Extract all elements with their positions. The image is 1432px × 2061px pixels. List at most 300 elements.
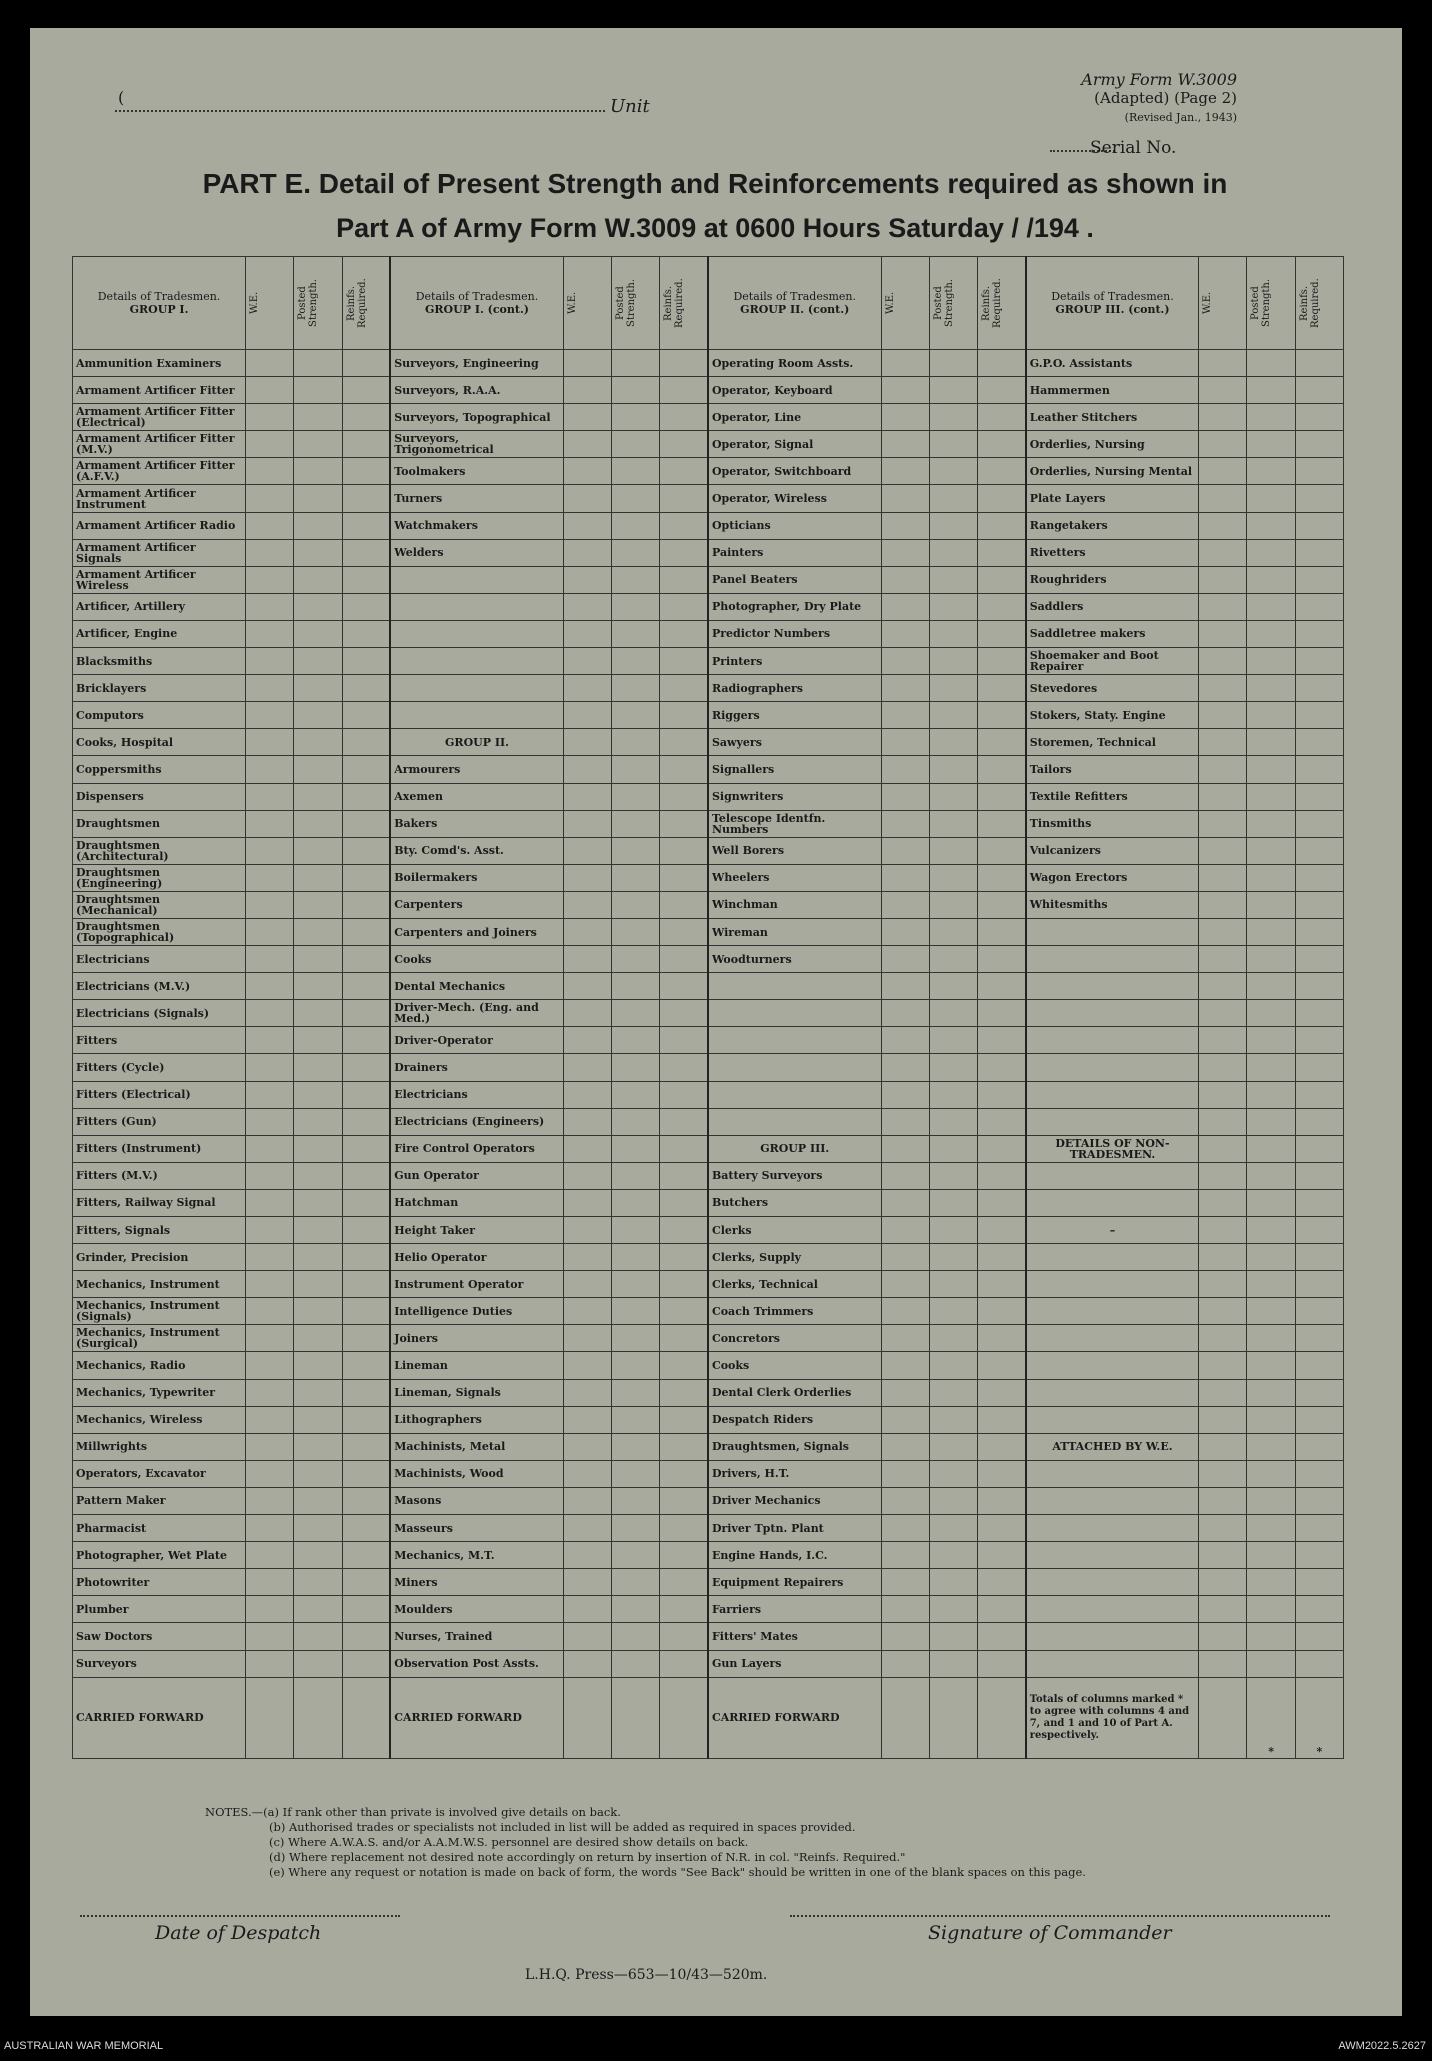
entry-cell[interactable] [246, 918, 294, 945]
entry-cell[interactable] [342, 1271, 390, 1298]
entry-cell[interactable] [563, 1623, 611, 1650]
entry-cell[interactable] [294, 1027, 342, 1054]
entry-cell[interactable] [660, 1027, 708, 1054]
entry-cell[interactable] [881, 620, 929, 647]
entry-cell[interactable] [294, 1433, 342, 1460]
entry-cell[interactable] [612, 1027, 660, 1054]
entry-cell[interactable] [342, 1515, 390, 1542]
entry-cell[interactable] [977, 891, 1025, 918]
entry-cell[interactable] [929, 973, 977, 1000]
entry-cell[interactable] [1295, 1244, 1343, 1271]
entry-cell[interactable] [929, 702, 977, 729]
entry-cell[interactable] [660, 1298, 708, 1325]
entry-cell[interactable] [342, 1054, 390, 1081]
entry-cell[interactable] [612, 1162, 660, 1189]
entry-cell[interactable] [1295, 377, 1343, 404]
entry-cell[interactable] [1199, 1108, 1247, 1135]
entry-cell[interactable] [1199, 1054, 1247, 1081]
entry-cell[interactable] [929, 1108, 977, 1135]
entry-cell[interactable] [563, 1379, 611, 1406]
entry-cell[interactable] [246, 620, 294, 647]
entry-cell[interactable] [246, 458, 294, 485]
entry-cell[interactable] [294, 431, 342, 458]
entry-cell[interactable] [1247, 891, 1295, 918]
entry-cell[interactable] [342, 1487, 390, 1514]
entry-cell[interactable] [660, 485, 708, 512]
entry-cell[interactable] [294, 539, 342, 566]
entry-cell[interactable] [977, 675, 1025, 702]
carried-forward-cell[interactable] [612, 1677, 660, 1758]
entry-cell[interactable] [1247, 1108, 1295, 1135]
entry-cell[interactable] [612, 1325, 660, 1352]
entry-cell[interactable] [1199, 1298, 1247, 1325]
entry-cell[interactable] [612, 702, 660, 729]
entry-cell[interactable] [294, 1000, 342, 1027]
entry-cell[interactable] [929, 1623, 977, 1650]
entry-cell[interactable] [929, 729, 977, 756]
entry-cell[interactable] [881, 783, 929, 810]
entry-cell[interactable] [977, 1027, 1025, 1054]
entry-cell[interactable] [246, 973, 294, 1000]
entry-cell[interactable] [294, 1325, 342, 1352]
entry-cell[interactable] [977, 918, 1025, 945]
entry-cell[interactable] [294, 350, 342, 377]
entry-cell[interactable] [929, 1352, 977, 1379]
entry-cell[interactable] [563, 756, 611, 783]
entry-cell[interactable] [881, 864, 929, 891]
entry-cell[interactable] [1295, 1000, 1343, 1027]
entry-cell[interactable] [563, 593, 611, 620]
entry-cell[interactable] [977, 1352, 1025, 1379]
entry-cell[interactable] [563, 864, 611, 891]
entry-cell[interactable] [977, 837, 1025, 864]
entry-cell[interactable] [881, 1108, 929, 1135]
entry-cell[interactable] [660, 539, 708, 566]
carried-forward-cell[interactable] [246, 1677, 294, 1758]
entry-cell[interactable] [660, 1271, 708, 1298]
entry-cell[interactable] [881, 1135, 929, 1162]
entry-cell[interactable] [1199, 1325, 1247, 1352]
entry-cell[interactable] [246, 566, 294, 593]
entry-cell[interactable] [612, 1000, 660, 1027]
entry-cell[interactable] [1295, 1135, 1343, 1162]
entry-cell[interactable] [1295, 1271, 1343, 1298]
entry-cell[interactable] [294, 1569, 342, 1596]
entry-cell[interactable] [1247, 1596, 1295, 1623]
entry-cell[interactable] [563, 350, 611, 377]
entry-cell[interactable] [246, 946, 294, 973]
entry-cell[interactable] [246, 1108, 294, 1135]
entry-cell[interactable] [660, 810, 708, 837]
entry-cell[interactable] [612, 566, 660, 593]
entry-cell[interactable] [881, 1027, 929, 1054]
entry-cell[interactable] [881, 891, 929, 918]
entry-cell[interactable] [1199, 1027, 1247, 1054]
entry-cell[interactable] [612, 946, 660, 973]
entry-cell[interactable] [660, 1433, 708, 1460]
entry-cell[interactable] [977, 1379, 1025, 1406]
entry-cell[interactable] [660, 756, 708, 783]
entry-cell[interactable] [1295, 620, 1343, 647]
entry-cell[interactable] [1247, 458, 1295, 485]
entry-cell[interactable] [881, 810, 929, 837]
entry-cell[interactable] [881, 1460, 929, 1487]
entry-cell[interactable] [929, 566, 977, 593]
entry-cell[interactable] [246, 404, 294, 431]
entry-cell[interactable] [246, 1487, 294, 1514]
entry-cell[interactable] [563, 377, 611, 404]
entry-cell[interactable] [246, 729, 294, 756]
entry-cell[interactable] [977, 620, 1025, 647]
entry-cell[interactable] [612, 458, 660, 485]
entry-cell[interactable] [342, 566, 390, 593]
entry-cell[interactable] [1295, 1433, 1343, 1460]
entry-cell[interactable] [294, 702, 342, 729]
entry-cell[interactable] [342, 431, 390, 458]
entry-cell[interactable] [294, 973, 342, 1000]
entry-cell[interactable] [929, 512, 977, 539]
entry-cell[interactable] [881, 1244, 929, 1271]
entry-cell[interactable] [246, 1189, 294, 1216]
entry-cell[interactable] [1199, 918, 1247, 945]
entry-cell[interactable] [294, 783, 342, 810]
entry-cell[interactable] [342, 350, 390, 377]
entry-cell[interactable] [929, 1596, 977, 1623]
entry-cell[interactable] [246, 891, 294, 918]
entry-cell[interactable] [929, 864, 977, 891]
entry-cell[interactable] [1199, 593, 1247, 620]
entry-cell[interactable] [1247, 1515, 1295, 1542]
entry-cell[interactable] [342, 404, 390, 431]
entry-cell[interactable] [342, 1569, 390, 1596]
entry-cell[interactable] [342, 702, 390, 729]
entry-cell[interactable] [977, 810, 1025, 837]
entry-cell[interactable] [342, 1352, 390, 1379]
entry-cell[interactable] [660, 1054, 708, 1081]
entry-cell[interactable] [1247, 918, 1295, 945]
entry-cell[interactable] [1199, 756, 1247, 783]
entry-cell[interactable] [929, 1487, 977, 1514]
entry-cell[interactable] [929, 593, 977, 620]
entry-cell[interactable] [1247, 1352, 1295, 1379]
entry-cell[interactable] [660, 1162, 708, 1189]
entry-cell[interactable] [1199, 1487, 1247, 1514]
entry-cell[interactable] [929, 1135, 977, 1162]
entry-cell[interactable] [612, 1460, 660, 1487]
entry-cell[interactable] [294, 675, 342, 702]
entry-cell[interactable] [246, 702, 294, 729]
entry-cell[interactable] [342, 593, 390, 620]
entry-cell[interactable] [612, 1271, 660, 1298]
entry-cell[interactable] [660, 431, 708, 458]
entry-cell[interactable] [1247, 973, 1295, 1000]
entry-cell[interactable] [246, 756, 294, 783]
entry-cell[interactable] [342, 1000, 390, 1027]
entry-cell[interactable] [342, 1027, 390, 1054]
entry-cell[interactable] [881, 1054, 929, 1081]
entry-cell[interactable] [1295, 1542, 1343, 1569]
entry-cell[interactable] [1247, 1081, 1295, 1108]
entry-cell[interactable] [660, 404, 708, 431]
entry-cell[interactable] [660, 1569, 708, 1596]
entry-cell[interactable] [294, 1650, 342, 1677]
entry-cell[interactable] [977, 404, 1025, 431]
entry-cell[interactable] [294, 512, 342, 539]
entry-cell[interactable] [563, 620, 611, 647]
entry-cell[interactable] [660, 1217, 708, 1244]
entry-cell[interactable] [342, 783, 390, 810]
entry-cell[interactable] [342, 1298, 390, 1325]
entry-cell[interactable] [612, 1515, 660, 1542]
entry-cell[interactable] [294, 1162, 342, 1189]
entry-cell[interactable] [246, 1054, 294, 1081]
entry-cell[interactable] [563, 1433, 611, 1460]
entry-cell[interactable] [342, 973, 390, 1000]
entry-cell[interactable] [1295, 350, 1343, 377]
entry-cell[interactable] [1295, 648, 1343, 675]
entry-cell[interactable] [563, 1217, 611, 1244]
entry-cell[interactable] [1295, 431, 1343, 458]
entry-cell[interactable] [294, 864, 342, 891]
entry-cell[interactable] [294, 891, 342, 918]
entry-cell[interactable] [246, 1406, 294, 1433]
entry-cell[interactable] [929, 1650, 977, 1677]
entry-cell[interactable] [1295, 973, 1343, 1000]
entry-cell[interactable] [929, 837, 977, 864]
entry-cell[interactable] [246, 864, 294, 891]
entry-cell[interactable] [929, 1379, 977, 1406]
entry-cell[interactable] [1295, 1487, 1343, 1514]
entry-cell[interactable] [881, 1487, 929, 1514]
entry-cell[interactable] [660, 458, 708, 485]
entry-cell[interactable] [1295, 1027, 1343, 1054]
entry-cell[interactable] [563, 1244, 611, 1271]
entry-cell[interactable] [246, 350, 294, 377]
entry-cell[interactable] [563, 837, 611, 864]
entry-cell[interactable] [612, 620, 660, 647]
entry-cell[interactable] [660, 1352, 708, 1379]
entry-cell[interactable] [612, 1108, 660, 1135]
entry-cell[interactable] [294, 1352, 342, 1379]
entry-cell[interactable] [1247, 1027, 1295, 1054]
entry-cell[interactable] [246, 1000, 294, 1027]
entry-cell[interactable] [977, 377, 1025, 404]
entry-cell[interactable] [294, 620, 342, 647]
entry-cell[interactable] [881, 837, 929, 864]
entry-cell[interactable] [246, 1542, 294, 1569]
entry-cell[interactable] [881, 1298, 929, 1325]
entry-cell[interactable] [1199, 1623, 1247, 1650]
entry-cell[interactable] [660, 620, 708, 647]
entry-cell[interactable] [563, 675, 611, 702]
entry-cell[interactable] [563, 1189, 611, 1216]
entry-cell[interactable] [342, 1460, 390, 1487]
entry-cell[interactable] [1295, 1217, 1343, 1244]
entry-cell[interactable] [246, 1569, 294, 1596]
entry-cell[interactable] [342, 1623, 390, 1650]
entry-cell[interactable] [660, 377, 708, 404]
entry-cell[interactable] [1247, 702, 1295, 729]
entry-cell[interactable] [612, 1379, 660, 1406]
entry-cell[interactable] [881, 377, 929, 404]
carried-forward-cell[interactable] [563, 1677, 611, 1758]
entry-cell[interactable] [294, 1487, 342, 1514]
entry-cell[interactable] [563, 485, 611, 512]
entry-cell[interactable] [977, 864, 1025, 891]
entry-cell[interactable] [246, 1596, 294, 1623]
entry-cell[interactable] [246, 1650, 294, 1677]
entry-cell[interactable] [342, 1542, 390, 1569]
entry-cell[interactable] [1199, 1569, 1247, 1596]
entry-cell[interactable] [294, 1244, 342, 1271]
entry-cell[interactable] [660, 1406, 708, 1433]
entry-cell[interactable] [1199, 1352, 1247, 1379]
entry-cell[interactable] [1247, 404, 1295, 431]
entry-cell[interactable] [660, 973, 708, 1000]
entry-cell[interactable] [294, 593, 342, 620]
entry-cell[interactable] [563, 1542, 611, 1569]
entry-cell[interactable] [977, 1650, 1025, 1677]
entry-cell[interactable] [342, 1379, 390, 1406]
entry-cell[interactable] [612, 1487, 660, 1514]
entry-cell[interactable] [660, 946, 708, 973]
entry-cell[interactable] [881, 918, 929, 945]
entry-cell[interactable] [246, 1081, 294, 1108]
entry-cell[interactable] [1295, 512, 1343, 539]
entry-cell[interactable] [929, 1054, 977, 1081]
entry-cell[interactable] [660, 648, 708, 675]
entry-cell[interactable] [1247, 1569, 1295, 1596]
entry-cell[interactable] [294, 458, 342, 485]
entry-cell[interactable] [881, 729, 929, 756]
entry-cell[interactable] [294, 1596, 342, 1623]
entry-cell[interactable] [977, 593, 1025, 620]
entry-cell[interactable] [881, 350, 929, 377]
entry-cell[interactable] [294, 1379, 342, 1406]
entry-cell[interactable] [1295, 891, 1343, 918]
entry-cell[interactable] [929, 377, 977, 404]
entry-cell[interactable] [246, 539, 294, 566]
entry-cell[interactable] [929, 1325, 977, 1352]
entry-cell[interactable] [660, 1325, 708, 1352]
entry-cell[interactable] [294, 1460, 342, 1487]
entry-cell[interactable] [612, 485, 660, 512]
entry-cell[interactable] [612, 1596, 660, 1623]
entry-cell[interactable] [342, 1217, 390, 1244]
entry-cell[interactable] [1295, 593, 1343, 620]
entry-cell[interactable] [612, 675, 660, 702]
entry-cell[interactable] [929, 1027, 977, 1054]
entry-cell[interactable] [1247, 1433, 1295, 1460]
entry-cell[interactable] [1295, 1406, 1343, 1433]
entry-cell[interactable] [1199, 973, 1247, 1000]
entry-cell[interactable] [563, 458, 611, 485]
entry-cell[interactable] [660, 918, 708, 945]
entry-cell[interactable] [1247, 512, 1295, 539]
entry-cell[interactable] [977, 458, 1025, 485]
entry-cell[interactable] [977, 1081, 1025, 1108]
entry-cell[interactable] [977, 756, 1025, 783]
entry-cell[interactable] [881, 1271, 929, 1298]
entry-cell[interactable] [612, 404, 660, 431]
entry-cell[interactable] [660, 1596, 708, 1623]
entry-cell[interactable] [929, 1081, 977, 1108]
entry-cell[interactable] [612, 1081, 660, 1108]
entry-cell[interactable] [1295, 485, 1343, 512]
entry-cell[interactable] [1247, 350, 1295, 377]
entry-cell[interactable] [294, 1189, 342, 1216]
entry-cell[interactable] [294, 837, 342, 864]
entry-cell[interactable] [1247, 1623, 1295, 1650]
entry-cell[interactable] [342, 810, 390, 837]
entry-cell[interactable] [342, 1325, 390, 1352]
entry-cell[interactable] [1247, 837, 1295, 864]
entry-cell[interactable] [977, 539, 1025, 566]
entry-cell[interactable] [246, 1433, 294, 1460]
entry-cell[interactable] [294, 404, 342, 431]
entry-cell[interactable] [612, 1569, 660, 1596]
entry-cell[interactable] [563, 1271, 611, 1298]
entry-cell[interactable] [1199, 1135, 1247, 1162]
entry-cell[interactable] [294, 1135, 342, 1162]
entry-cell[interactable] [977, 1108, 1025, 1135]
entry-cell[interactable] [612, 1352, 660, 1379]
entry-cell[interactable] [1247, 1054, 1295, 1081]
entry-cell[interactable] [660, 1542, 708, 1569]
entry-cell[interactable] [612, 1433, 660, 1460]
entry-cell[interactable] [612, 1406, 660, 1433]
entry-cell[interactable] [342, 946, 390, 973]
entry-cell[interactable] [612, 1650, 660, 1677]
entry-cell[interactable] [1199, 377, 1247, 404]
entry-cell[interactable] [1247, 1542, 1295, 1569]
entry-cell[interactable] [342, 891, 390, 918]
entry-cell[interactable] [612, 891, 660, 918]
entry-cell[interactable] [1199, 783, 1247, 810]
entry-cell[interactable] [1295, 783, 1343, 810]
entry-cell[interactable] [1199, 1081, 1247, 1108]
carried-forward-cell[interactable] [342, 1677, 390, 1758]
entry-cell[interactable] [1247, 1460, 1295, 1487]
entry-cell[interactable] [977, 648, 1025, 675]
entry-cell[interactable] [977, 1406, 1025, 1433]
entry-cell[interactable] [294, 918, 342, 945]
entry-cell[interactable] [660, 1081, 708, 1108]
entry-cell[interactable] [342, 620, 390, 647]
entry-cell[interactable] [929, 946, 977, 973]
entry-cell[interactable] [612, 1244, 660, 1271]
entry-cell[interactable] [246, 1298, 294, 1325]
entry-cell[interactable] [612, 864, 660, 891]
entry-cell[interactable] [1295, 810, 1343, 837]
entry-cell[interactable] [881, 1325, 929, 1352]
entry-cell[interactable] [929, 1000, 977, 1027]
entry-cell[interactable] [1247, 539, 1295, 566]
entry-cell[interactable] [881, 1569, 929, 1596]
entry-cell[interactable] [929, 783, 977, 810]
entry-cell[interactable] [246, 1162, 294, 1189]
entry-cell[interactable] [929, 485, 977, 512]
entry-cell[interactable] [1295, 1569, 1343, 1596]
entry-cell[interactable] [246, 783, 294, 810]
entry-cell[interactable] [294, 1054, 342, 1081]
entry-cell[interactable] [563, 891, 611, 918]
entry-cell[interactable] [929, 1542, 977, 1569]
entry-cell[interactable] [1295, 1596, 1343, 1623]
entry-cell[interactable] [1247, 729, 1295, 756]
entry-cell[interactable] [977, 1596, 1025, 1623]
entry-cell[interactable] [660, 1623, 708, 1650]
